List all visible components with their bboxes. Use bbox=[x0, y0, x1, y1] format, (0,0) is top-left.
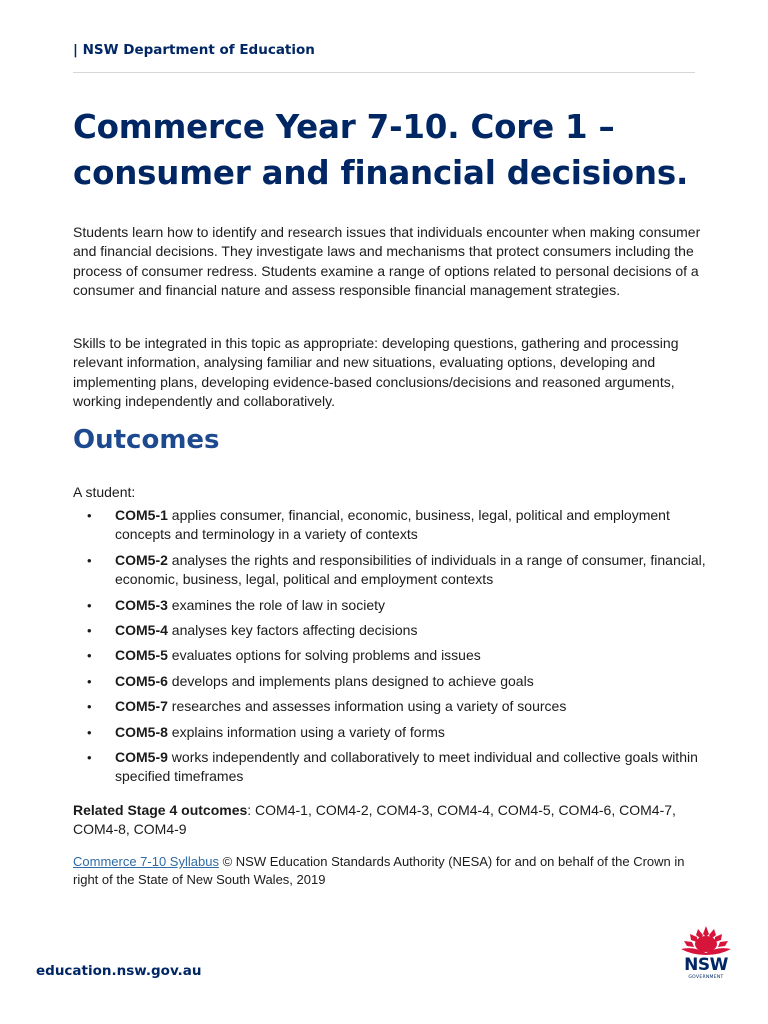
outcome-item bbox=[73, 672, 713, 691]
bullet: • bbox=[87, 552, 92, 568]
outcome-item bbox=[73, 596, 713, 615]
outcome-item bbox=[73, 506, 713, 545]
outcome-code: COM5-4 bbox=[115, 622, 168, 639]
outcome-text: examines the role of law in society bbox=[167, 596, 386, 613]
bullet: • bbox=[87, 623, 92, 639]
outcome-item bbox=[73, 748, 713, 787]
outcomes-heading: Outcomes bbox=[73, 425, 220, 455]
bullet: • bbox=[87, 673, 92, 689]
outcome-text: evaluates options for solving problems and issues bbox=[167, 647, 481, 664]
related-label: Related Stage 4 outcomes bbox=[73, 802, 248, 818]
outcomes-lead: A student: bbox=[73, 484, 136, 500]
outcome-text: develops and implements plans designed to achieve goals bbox=[167, 672, 534, 689]
header-org: | NSW Department of Education bbox=[73, 42, 315, 58]
outcome-text: analyses the rights and responsibilities of individuals in a range of consumer, financial, economic, business, legal, political and employment contexts bbox=[115, 551, 706, 588]
outcome-item bbox=[73, 697, 713, 716]
outcome-item bbox=[73, 646, 713, 665]
bullet: • bbox=[87, 508, 92, 523]
government-wordmark: GOVERNMENT bbox=[688, 975, 724, 980]
outcome-code: COM5-9 bbox=[115, 749, 168, 766]
outcome-item bbox=[73, 551, 713, 590]
nsw-wordmark: NSW bbox=[684, 955, 728, 975]
outcome-item bbox=[73, 723, 713, 742]
outcome-text: analyses key factors affecting decisions bbox=[167, 622, 418, 639]
copyright-text: © NSW Education Standards Authority (NESA) for and on behalf of the Crown in right of the State of New South Wales, 2019 bbox=[73, 854, 685, 888]
syllabus-link[interactable]: Commerce 7-10 Syllabus bbox=[73, 854, 219, 869]
bullet: • bbox=[87, 724, 92, 740]
bullet: • bbox=[87, 699, 92, 715]
outcome-item bbox=[73, 621, 713, 640]
outcome-text: researches and assesses information using a variety of sources bbox=[167, 698, 567, 715]
outcomes-list bbox=[73, 506, 713, 793]
bullet: • bbox=[87, 750, 92, 766]
outcome-text: works independently and collaboratively to meet individual and collective goals within specified timeframes bbox=[115, 749, 698, 785]
outcome-code: COM5-7 bbox=[115, 698, 168, 715]
header-divider bbox=[73, 72, 695, 73]
outcome-code: COM5-5 bbox=[115, 647, 168, 664]
related-text: : COM4-1, COM4-2, COM4-3, COM4-4, COM4-5, COM4-6, COM4-7, COM4-8, COM4-9 bbox=[73, 802, 676, 838]
outcome-text: explains information using a variety of forms bbox=[167, 723, 445, 740]
related-outcomes bbox=[73, 801, 703, 840]
nsw-government-logo bbox=[676, 924, 736, 984]
skills-paragraph: Skills to be integrated in this topic as appropriate: developing questions, gathering and processing relevant information, analysing familiar and new situations, evaluating options, developing and implementing plans, developing evidence-based conclusions/decisions and reasoned arguments, working independently and collaboratively. bbox=[73, 335, 679, 410]
intro-paragraph: Students learn how to identify and research issues that individuals encounter when making consumer and financial decisions. They investigate laws and mechanisms that protect consumers including the process of consumer redress. Students examine a range of options related to personal decisions of a consumer and financial nature and assess responsible financial management strategies. bbox=[73, 224, 701, 299]
outcome-code: COM5-6 bbox=[115, 672, 168, 689]
outcome-code: COM5-2 bbox=[115, 551, 168, 568]
bullet: • bbox=[87, 648, 92, 664]
outcome-text: applies consumer, financial, economic, business, legal, political and employment concepts and terminology in a variety of contexts bbox=[115, 507, 670, 543]
footer-url[interactable]: education.nsw.gov.au bbox=[36, 963, 202, 979]
outcome-code: COM5-1 bbox=[115, 507, 168, 523]
copyright-notice bbox=[73, 853, 703, 890]
outcome-code: COM5-8 bbox=[115, 723, 168, 740]
bullet: • bbox=[87, 597, 92, 613]
page-title: Commerce Year 7-10. Core 1 – consumer and financial decisions. bbox=[73, 108, 689, 192]
waratah-icon bbox=[676, 924, 736, 956]
outcome-code: COM5-3 bbox=[115, 596, 168, 613]
